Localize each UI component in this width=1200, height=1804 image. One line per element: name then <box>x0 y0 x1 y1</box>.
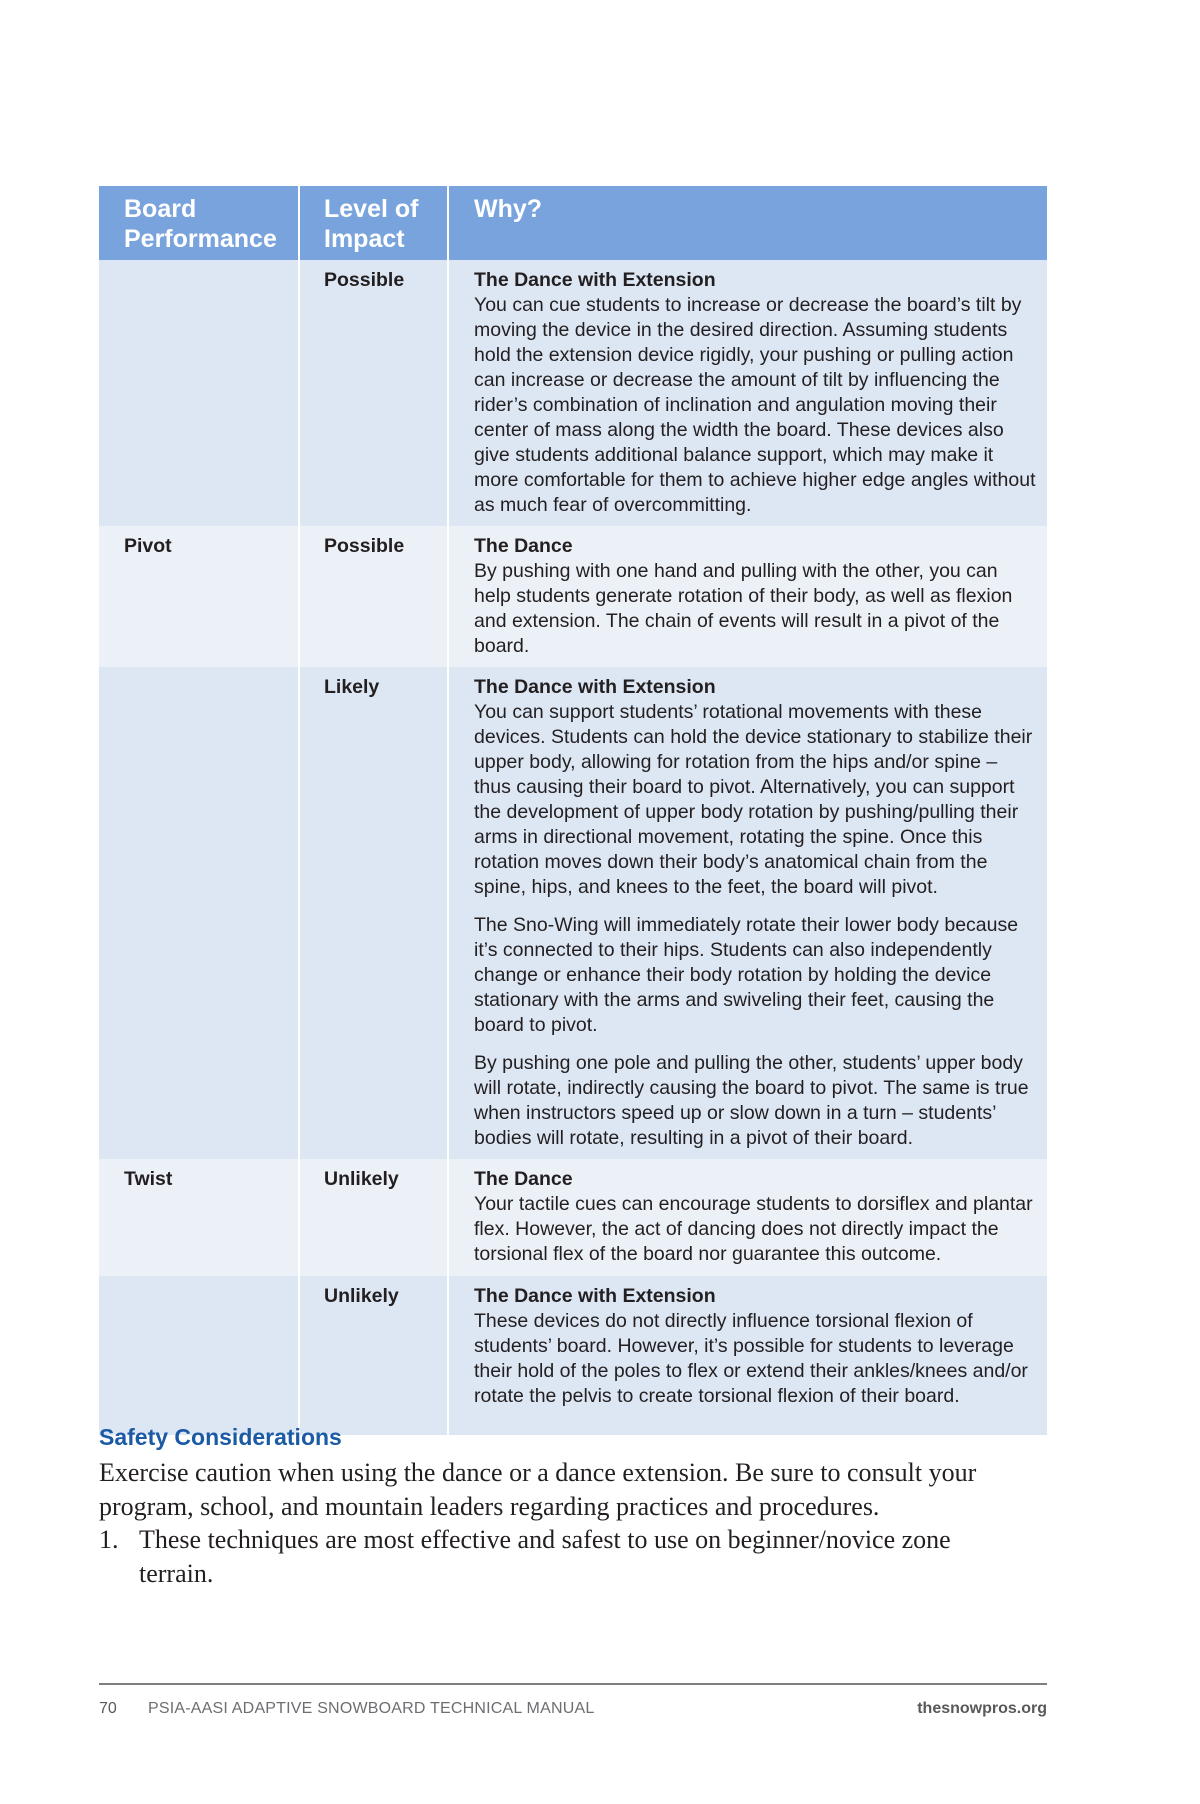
impact-cell <box>299 1276 448 1435</box>
table-row <box>99 526 1047 667</box>
performance-cell <box>99 1159 299 1276</box>
why-cell <box>448 260 1047 526</box>
impact-label: Possible <box>324 535 405 557</box>
list-item <box>99 1523 999 1590</box>
why-cell <box>448 667 1047 1159</box>
list-item-text: These techniques are most effective and safest to use on beginner/novice zone terrain. <box>139 1525 951 1588</box>
performance-cell <box>99 1276 299 1435</box>
performance-cell <box>99 667 299 1159</box>
impact-cell <box>299 526 448 667</box>
why-title: The Dance <box>474 535 573 557</box>
impact-label: Unlikely <box>324 1285 399 1307</box>
table-header-row <box>99 186 1047 260</box>
why-paragraph: By pushing one pole and pulling the other, students’ upper body will rotate, indirectly causing the board to pivot. The same is true when instructors speed up or slow down in a turn – students’ bodies will rotate, resulting in a pivot of their board. <box>474 1052 1029 1149</box>
performance-cell <box>99 260 299 526</box>
why-title: The Dance with Extension <box>474 676 716 698</box>
table-row <box>99 260 1047 526</box>
footer-page-number: 70 <box>99 1700 117 1717</box>
why-title: The Dance <box>474 1168 573 1190</box>
performance-cell <box>99 526 299 667</box>
impact-cell <box>299 667 448 1159</box>
safety-list <box>99 1523 999 1590</box>
header-why: Why? <box>448 186 1047 260</box>
why-paragraph: The Sno-Wing will immediately rotate their lower body because it’s connected to their hips. Students can also independently change or enhance their body rotation by holding the device stationary with the arms and swiveling their feet, causing the board to pivot. <box>474 914 1019 1036</box>
table-row <box>99 667 1047 1159</box>
why-paragraph: You can support students’ rotational movements with these devices. Students can hold the device stationary to stabilize their upper body, allowing for rotation from the hips and/or spine – thus causing their board to pivot. Alternatively, you can support the development of upper body rotation by pushing/pulling their arms in directional movement, rotating the spine. Once this rotation moves down their body’s anatomical chain from the spine, hips, and knees to the feet, the board will pivot. <box>474 701 1033 898</box>
why-paragraph: You can cue students to increase or decrease the board’s tilt by moving the device in the desired direction. Assuming students hold the extension device rigidly, your pushing or pulling action can increase or decrease the amount of tilt by influencing the rider’s combination of inclination and angulation moving their center of mass along the width the board. These devices also give students additional balance support, which may make it more comfortable for them to achieve higher edge angles without as much fear of overcommitting. <box>474 294 1036 516</box>
safety-heading: Safety Considerations <box>99 1424 342 1450</box>
why-cell <box>448 1276 1047 1435</box>
impact-label: Likely <box>324 676 380 698</box>
footer-divider <box>99 1683 1047 1685</box>
header-level-of-impact: Level of Impact <box>299 186 448 260</box>
why-paragraph: These devices do not directly influence torsional flexion of students’ board. However, it’s possible for students to leverage their hold of the poles to flex or extend their ankles/knees and/or rotate the pelvis to create torsional flexion of their board. <box>474 1310 1028 1407</box>
impact-label: Unlikely <box>324 1168 399 1190</box>
impact-cell <box>299 1159 448 1276</box>
why-title: The Dance with Extension <box>474 269 716 291</box>
impact-label: Possible <box>324 269 405 291</box>
header-board-performance: Board Performance <box>99 186 299 260</box>
why-paragraph: By pushing with one hand and pulling with the other, you can help students generate rotation of their body, as well as flexion and extension. The chain of events will result in a pivot of the board. <box>474 560 1013 657</box>
footer-manual-title: PSIA-AASI ADAPTIVE SNOWBOARD TECHNICAL MANUAL <box>148 1700 595 1717</box>
footer-website: thesnowpros.org <box>917 1700 1047 1717</box>
performance-label: Twist <box>124 1168 173 1190</box>
performance-label: Pivot <box>124 535 172 557</box>
board-performance-table <box>99 186 1047 1435</box>
safety-body-text: Exercise caution when using the dance or a dance extension. Be sure to consult your program, school, and mountain leaders regarding practices and procedures. <box>99 1458 977 1521</box>
why-title: The Dance with Extension <box>474 1285 716 1307</box>
why-cell <box>448 526 1047 667</box>
table-row <box>99 1276 1047 1435</box>
list-item-number: 1. <box>99 1525 119 1554</box>
why-cell <box>448 1159 1047 1276</box>
impact-cell <box>299 260 448 526</box>
table-row <box>99 1159 1047 1276</box>
why-paragraph: Your tactile cues can encourage students to dorsiflex and plantar flex. However, the act of dancing does not directly impact the torsional flex of the board nor guarantee this outcome. <box>474 1193 1033 1265</box>
